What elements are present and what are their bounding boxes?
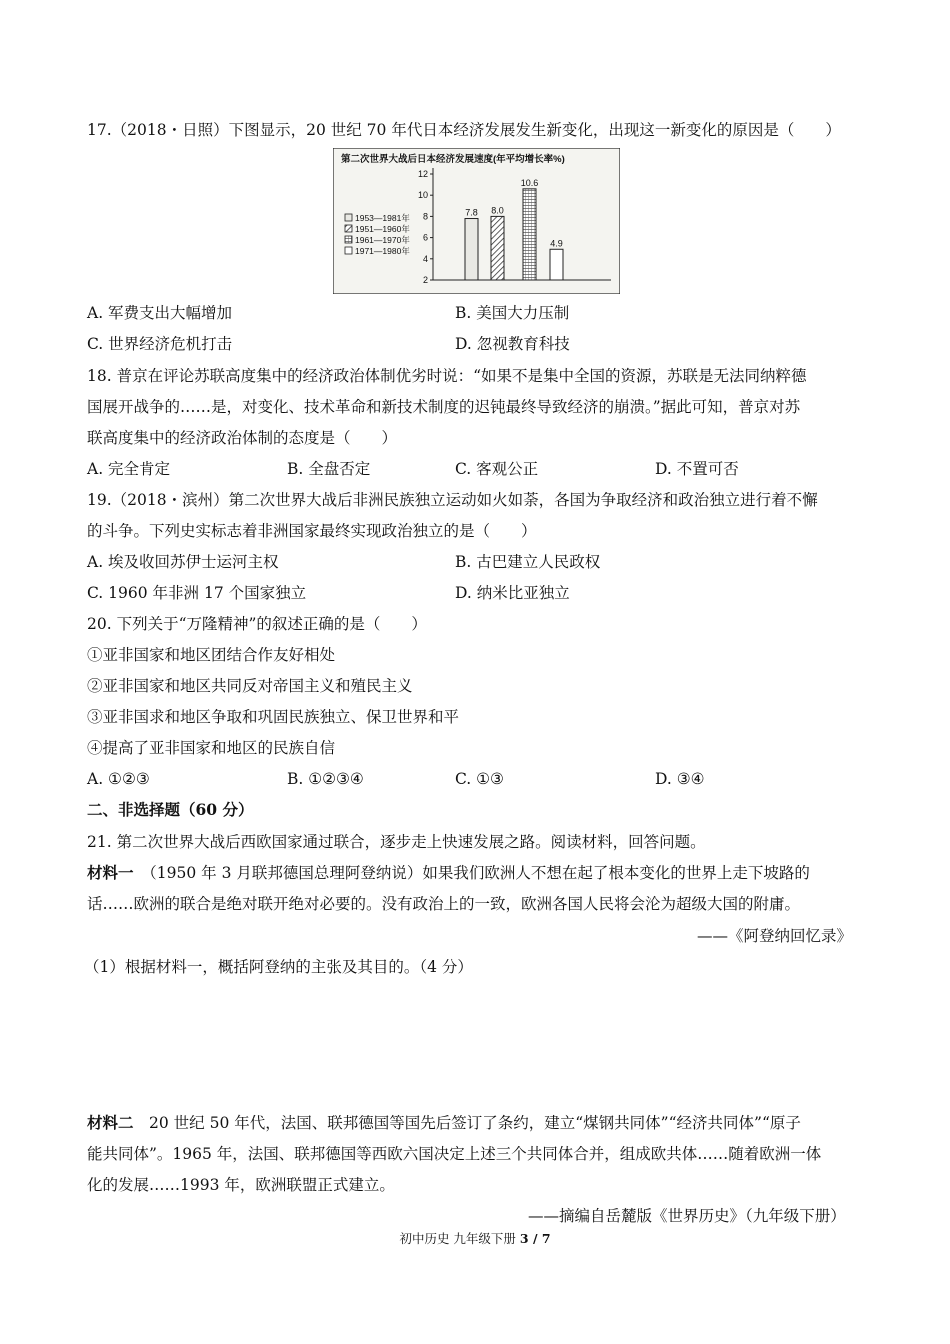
legend-label: 1971—1980年 [355, 246, 410, 256]
material-2-line-3: 化的发展……1993 年，欧洲联盟正式建立。 [87, 1176, 395, 1194]
q18-line-1: 18. 普京在评论苏联高度集中的经济政治体制优劣时说：“如果不是集中全国的资源，苏联是无法同纳粹德 [87, 367, 807, 385]
q18-option-c[interactable]: C. 客观公正 [455, 460, 539, 478]
y-tick-label: 6 [422, 232, 428, 243]
bar-value-label: 7.8 [465, 207, 478, 218]
q20-item-3: ③亚非国求和地区争取和巩固民族独立、保卫世界和平 [87, 708, 460, 726]
q20-option-a[interactable]: A. ①②③ [87, 770, 150, 788]
material-2-text-1: 20 世纪 50 年代，法国、联邦德国等国先后签订了条约，建立“煤钢共同体”“经济共同体”“原子 [133, 1114, 801, 1132]
legend-label: 1961—1970年 [355, 235, 410, 245]
bar-value-label: 8.0 [491, 205, 504, 216]
q18-line-2: 国展开战争的……是，对变化、技术革命和新技术制度的迟钝最终导致经济的崩溃。”据此可知，普京对苏 [87, 398, 801, 416]
q19-option-d[interactable]: D. 纳米比亚独立 [455, 584, 570, 602]
footer-text: 初中历史 九年级下册 [399, 1231, 520, 1246]
section-2-title: 二、非选择题（60 分） [87, 800, 254, 819]
material-2-line-1 [87, 1113, 801, 1133]
q17-option-a[interactable]: A. 军费支出大幅增加 [87, 304, 233, 322]
q19-option-c[interactable]: C. 1960 年非洲 17 个国家独立 [87, 584, 307, 602]
chart-title: 第二次世界大战后日本经济发展速度(年平均增长率%) [341, 154, 565, 165]
q19-line-2: 的斗争。下列史实标志着非洲国家最终实现政治独立的是（ ） [87, 522, 537, 540]
material-1-line-1 [87, 863, 810, 883]
bar [491, 216, 504, 280]
q20-item-2: ②亚非国家和地区共同反对帝国主义和殖民主义 [87, 677, 413, 695]
q17-option-d[interactable]: D. 忽视教育科技 [455, 335, 570, 353]
legend-label: 1951—1960年 [355, 224, 410, 234]
page-footer [0, 1229, 950, 1247]
material-1-source: ——《阿登纳回忆录》 [697, 927, 853, 945]
material-2-line-2: 能共同体”。1965 年，法国、联邦德国等西欧六国决定上述三个共同体合并，组成欧共体……随着欧洲一体 [87, 1145, 822, 1163]
y-tick-label: 10 [417, 190, 428, 201]
q18-option-d[interactable]: D. 不置可否 [655, 460, 739, 478]
material-2-label: 材料二 [87, 1113, 134, 1132]
q20-option-c[interactable]: C. ①③ [455, 770, 504, 788]
y-tick-label: 8 [422, 211, 428, 222]
bar [550, 249, 563, 280]
q20-item-4: ④提高了亚非国家和地区的民族自信 [87, 739, 336, 757]
material-1-line-2: 话……欧洲的联合是绝对联开绝对必要的。没有政治上的一致，欧洲各国人民将会沦为超级大国的附庸。 [87, 895, 801, 913]
q20-item-1: ①亚非国家和地区团结合作友好相处 [87, 646, 336, 664]
page-number: 3 / 7 [519, 1231, 551, 1246]
bar-chart [333, 148, 620, 294]
material-1-label: 材料一 [87, 863, 134, 882]
y-tick-label: 12 [417, 169, 428, 179]
bar-value-label: 4.9 [550, 238, 563, 249]
q19-option-b[interactable]: B. 古巴建立人民政权 [455, 553, 601, 571]
q20-stem: 20. 下列关于“万隆精神”的叙述正确的是（ ） [87, 615, 427, 633]
q18-line-3: 联高度集中的经济政治体制的态度是（ ） [87, 429, 398, 447]
q20-option-b[interactable]: B. ①②③④ [287, 770, 364, 788]
q21-sub-question-1: （1）根据材料一，概括阿登纳的主张及其目的。（4 分） [84, 958, 473, 976]
y-tick-label: 2 [422, 275, 428, 285]
q17-stem: 17.（2018・日照）下图显示，20 世纪 70 年代日本经济发展发生新变化，出现这一新变化的原因是（ ） [87, 121, 841, 139]
q21-stem: 21. 第二次世界大战后西欧国家通过联合，逐步走上快速发展之路。阅读材料，回答问题。 [87, 833, 706, 851]
q17-option-b[interactable]: B. 美国大力压制 [455, 304, 570, 322]
q18-option-a[interactable]: A. 完全肯定 [87, 460, 171, 478]
legend-swatch [345, 247, 352, 254]
q19-option-a[interactable]: A. 埃及收回苏伊士运河主权 [87, 553, 279, 571]
legend-swatch [345, 214, 352, 221]
material-1-text-1: （1950 年 3 月联邦德国总理阿登纳说）如果我们欧洲人不想在起了根本变化的世界上走下坡路的 [133, 864, 810, 882]
legend-label: 1953—1981年 [355, 213, 410, 223]
q19-line-1: 19.（2018・滨州）第二次世界大战后非洲民族独立运动如火如荼，各国为争取经济和政治独立进行着不懈 [87, 491, 818, 509]
bar-value-label: 10.6 [520, 177, 539, 188]
y-tick-label: 4 [422, 253, 428, 264]
bar [523, 189, 536, 280]
material-2-source: ——摘编自岳麓版《世界历史》（九年级下册） [528, 1207, 846, 1225]
legend-swatch [345, 236, 352, 243]
q17-option-c[interactable]: C. 世界经济危机打击 [87, 335, 233, 353]
legend-swatch [345, 225, 352, 232]
q20-option-d[interactable]: D. ③④ [655, 770, 705, 788]
bar [465, 219, 478, 280]
q18-option-b[interactable]: B. 全盘否定 [287, 460, 371, 478]
